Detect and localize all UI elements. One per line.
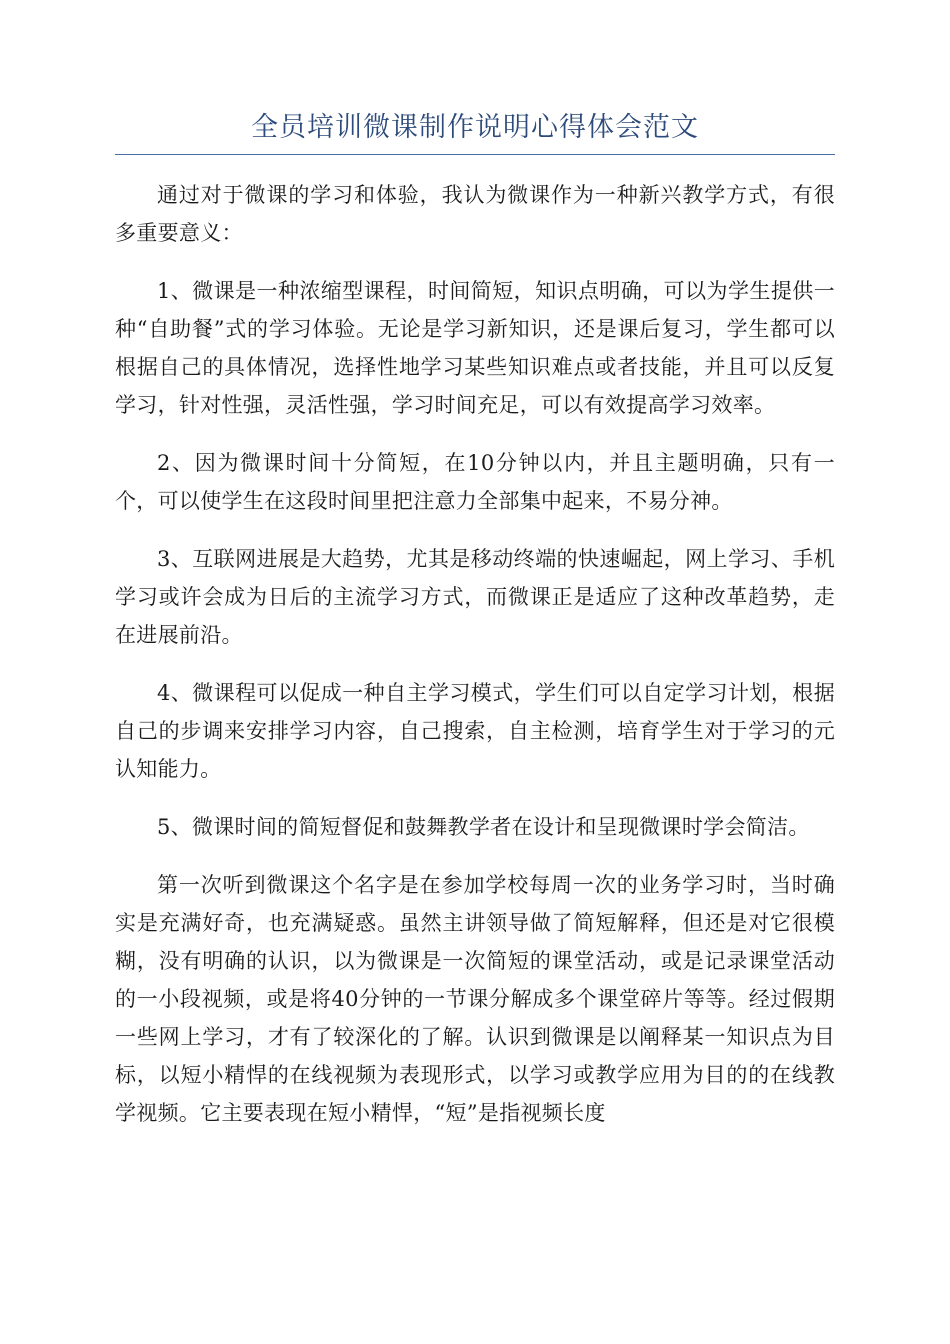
- document-body: [115, 176, 835, 1152]
- paragraph-reflection: 第一次听到微课这个名字是在参加学校每周一次的业务学习时，当时确实是充满好奇，也充满疑惑。虽然主讲领导做了简短解释，但还是对它很模糊，没有明确的认识，以为微课是一次简短的课堂活动，或是记录课堂活动的一小段视频，或是将40分钟的一节课分解成多个课堂碎片等等。经过假期一些网上学习，才有了较深化的了解。认识到微课是以阐释某一知识点为目标，以短小精悍的在线视频为表现形式，以学习或教学应用为目的的在线教学视频。它主要表现在短小精悍，“短”是指视频长度: [115, 873, 835, 1125]
- paragraph-intro: 通过对于微课的学习和体验，我认为微课作为一种新兴教学方式，有很多重要意义：: [115, 183, 835, 245]
- paragraph-point-3: 3、互联网进展是大趋势，尤其是移动终端的快速崛起，网上学习、手机学习或许会成为日后的主流学习方式，而微课正是适应了这种改革趋势，走在进展前沿。: [115, 547, 835, 647]
- paragraph-point-2: 2、因为微课时间十分简短，在10分钟以内，并且主题明确，只有一个，可以使学生在这段时间里把注意力全部集中起来，不易分神。: [115, 451, 835, 513]
- title-underline: [115, 154, 835, 155]
- document-title: 全员培训微课制作说明心得体会范文: [251, 112, 699, 143]
- paragraph-point-4: 4、微课程可以促成一种自主学习模式，学生们可以自定学习计划，根据自己的步调来安排学习内容，自己搜索，自主检测，培育学生对于学习的元认知能力。: [115, 681, 835, 781]
- paragraph-point-1: 1、微课是一种浓缩型课程，时间简短，知识点明确，可以为学生提供一种“自助餐”式的学习体验。无论是学习新知识，还是课后复习，学生都可以根据自己的具体情况，选择性地学习某些知识难点或者技能，并且可以反复学习，针对性强，灵活性强，学习时间充足，可以有效提高学习效率。: [115, 279, 835, 417]
- paragraph-point-5: 5、微课时间的简短督促和鼓舞教学者在设计和呈现微课时学会简洁。: [157, 815, 810, 839]
